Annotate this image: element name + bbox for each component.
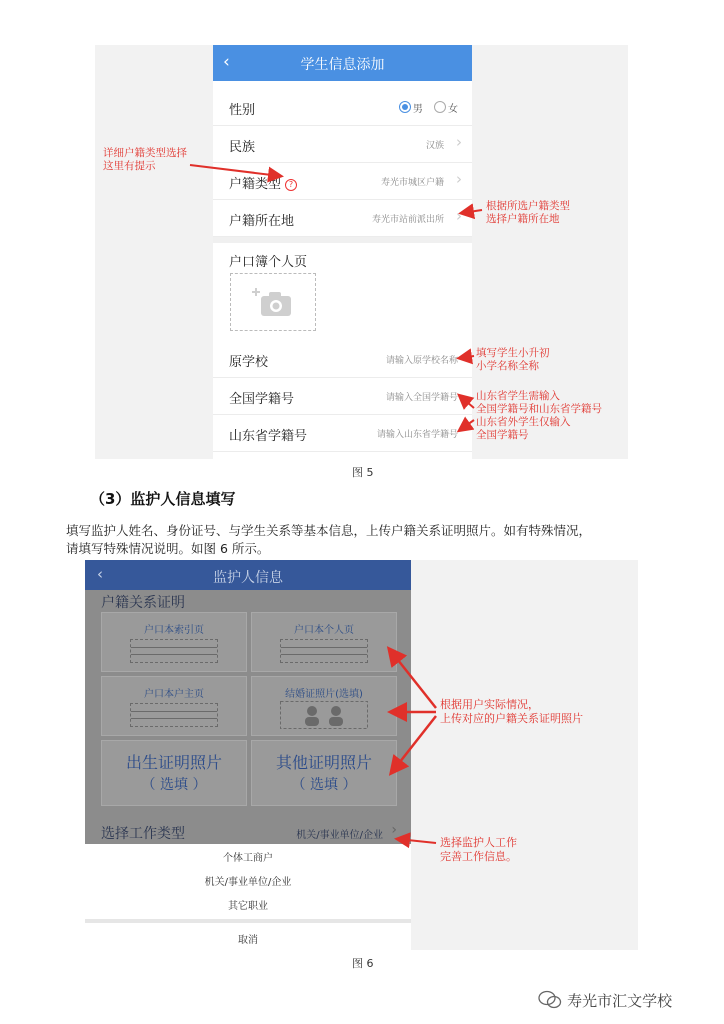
chevron-right-icon: › xyxy=(456,207,462,225)
figure-5-caption: 图 5 xyxy=(352,466,374,479)
index-page-label: 户口本索引页 xyxy=(144,625,204,636)
hukou-place-label: 户籍所在地 xyxy=(229,214,295,229)
national-id-label: 全国学籍号 xyxy=(229,392,295,407)
note-upload-proof: 根据用户实际情况， 上传对应的户籍关系证明照片 xyxy=(440,698,583,725)
wechat-icon xyxy=(538,990,562,1010)
note-student-ids: 山东省学生需输入 全国学籍号和山东省学籍号 山东省外学生仅输入 全国学籍号 xyxy=(476,390,602,441)
section-heading: （3）监护人信息填写 xyxy=(90,490,236,508)
work-type-value: 机关/事业单位/企业 xyxy=(296,830,383,841)
hukou-page-label: 户口簿个人页 xyxy=(229,255,308,270)
school-input[interactable]: 请输入原学校名称 xyxy=(385,356,458,366)
help-icon[interactable]: ? xyxy=(285,179,297,191)
hukou-proof-section-title: 户籍关系证明 xyxy=(101,595,185,611)
arrow-hukou-place xyxy=(462,210,482,213)
figure-5-arrows xyxy=(0,0,724,470)
ethnicity-label: 民族 xyxy=(229,140,256,155)
province-id-input[interactable]: 请输入山东省学籍号 xyxy=(376,430,458,440)
figure-6-arrows xyxy=(0,560,724,860)
section-paragraph-line-2: 请填写特殊情况说明。如图 6 所示。 xyxy=(66,541,270,556)
sheet-option-institution[interactable]: 机关/事业单位/企业 xyxy=(204,877,292,888)
personal-page-label: 户口本个人页 xyxy=(294,625,354,636)
ethnicity-value: 汉族 xyxy=(425,141,444,151)
head-page-label: 户口本户主页 xyxy=(144,689,204,700)
note-hukou-type: 详细户籍类型选择 这里有提示 xyxy=(103,147,187,172)
other-proof-label: 其他证明照片 xyxy=(275,753,372,772)
school-label: 原学校 xyxy=(229,355,269,370)
cancel-label: 取消 xyxy=(238,935,258,946)
province-id-label: 山东省学籍号 xyxy=(229,429,308,444)
watermark xyxy=(538,990,672,1011)
national-id-input[interactable]: 请输入全国学籍号 xyxy=(385,393,458,403)
cancel-button[interactable] xyxy=(85,923,411,950)
section-paragraph-line-1: 填写监护人姓名、身份证号、与学生关系等基本信息，上传户籍关系证明照片。如有特殊情况， xyxy=(66,523,592,538)
arrow-hukou-type xyxy=(190,165,280,176)
hukou-place-value: 寿光市站前派出所 xyxy=(371,215,444,225)
chevron-right-icon: › xyxy=(391,822,397,838)
arrow-province-id xyxy=(460,420,474,430)
watermark-text: 寿光市汇文学校 xyxy=(567,992,673,1010)
page-title: 学生信息添加 xyxy=(300,57,385,73)
page-title: 监护人信息 xyxy=(213,570,283,586)
back-icon[interactable]: ‹ xyxy=(223,52,230,72)
arrow-upload-top xyxy=(390,650,436,708)
other-optional-label: （ 选填 ） xyxy=(291,777,357,793)
gender-male-label: 男 xyxy=(412,104,423,115)
chevron-right-icon: › xyxy=(456,133,462,151)
arrow-national-id xyxy=(460,396,474,408)
note-work-type: 选择监护人工作 完善工作信息。 xyxy=(440,836,517,863)
gender-label: 性别 xyxy=(229,103,256,118)
chevron-right-icon: › xyxy=(456,170,462,188)
back-icon[interactable]: ‹ xyxy=(97,565,103,583)
hukou-type-value: 寿光市城区户籍 xyxy=(380,178,444,188)
sheet-option-other[interactable]: 其它职业 xyxy=(228,901,268,912)
work-type-label: 选择工作类型 xyxy=(101,826,185,842)
marriage-label: 结婚证照片(选填) xyxy=(285,689,363,700)
hukou-type-label: 户籍类型 ? xyxy=(229,173,297,192)
gender-female-label: 女 xyxy=(448,104,458,115)
figure-6-caption: 图 6 xyxy=(352,957,374,970)
arrow-school xyxy=(460,356,474,358)
arrow-work-type xyxy=(398,839,436,843)
note-hukou-place: 根据所选户籍类型 选择户籍所在地 xyxy=(486,200,570,225)
birth-optional-label: （ 选填 ） xyxy=(141,777,207,793)
note-school: 填写学生小升初 小学名称全称 xyxy=(476,347,550,372)
sheet-option-individual[interactable]: 个体工商户 xyxy=(223,853,273,864)
birth-certificate-label: 出生证明照片 xyxy=(125,753,222,772)
arrow-upload-bottom xyxy=(392,716,436,772)
